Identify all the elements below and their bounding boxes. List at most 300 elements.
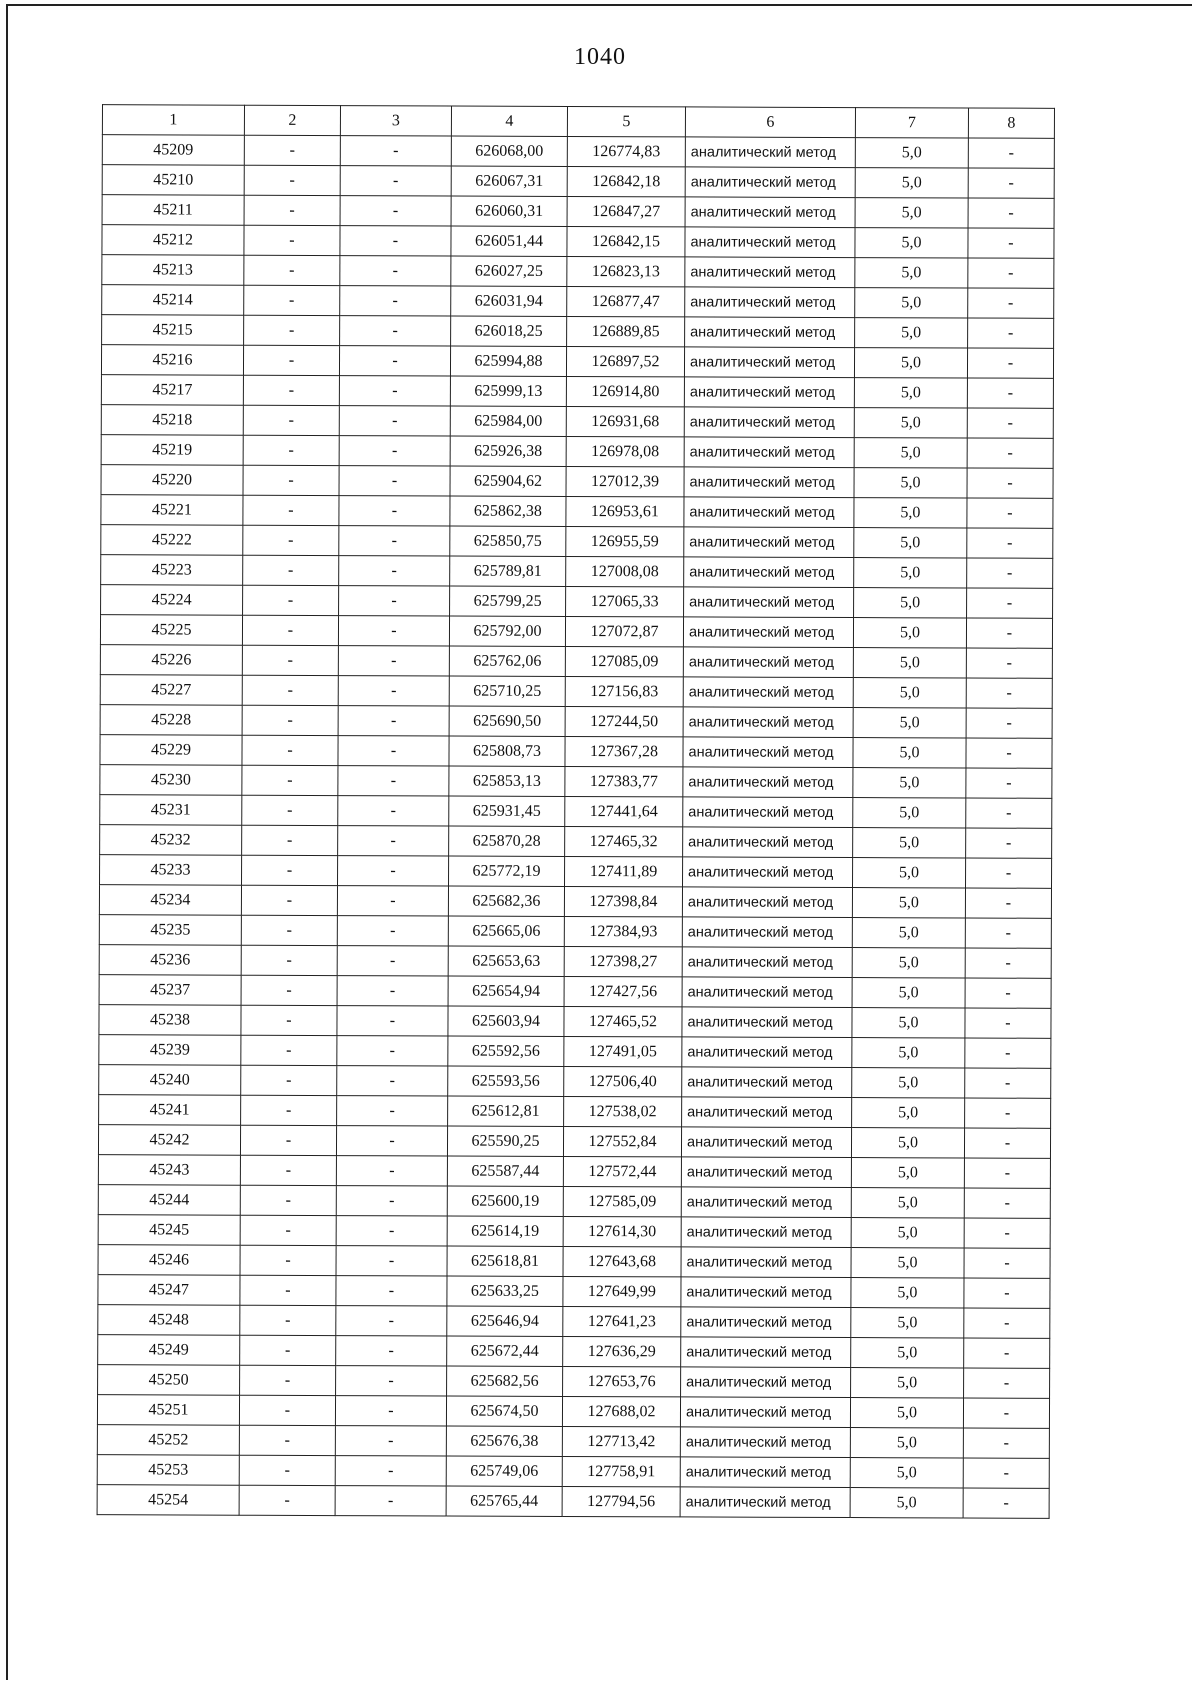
table-cell-col8: -: [964, 1218, 1050, 1248]
table-cell-col2: -: [241, 1035, 337, 1065]
header-row: [102, 105, 1054, 139]
column-header-7: 7: [855, 108, 968, 138]
table-row: [102, 135, 1054, 169]
table-cell-col4: 625592,56: [448, 1036, 564, 1066]
table-cell-col1: 45214: [102, 285, 244, 316]
table-cell-col8: -: [964, 1278, 1050, 1308]
table-row: [97, 1485, 1049, 1519]
table-cell-col4: 625682,56: [447, 1366, 563, 1396]
table-row: [101, 525, 1053, 559]
table-cell-col6: аналитический метод: [685, 137, 855, 168]
table-cell-col5: 127641,23: [563, 1306, 681, 1336]
table-cell-col8: -: [964, 1368, 1050, 1398]
table-cell-col6: аналитический метод: [684, 377, 854, 408]
table-cell-col1: 45229: [100, 735, 242, 766]
table-cell-col3: -: [337, 946, 448, 976]
table-cell-col5: 127398,84: [564, 886, 682, 916]
table-cell-col7: 5,0: [851, 1368, 964, 1398]
table-cell-col4: 626027,25: [451, 256, 567, 286]
column-header-2: 2: [244, 105, 340, 135]
table-cell-col3: -: [337, 1096, 448, 1126]
table-cell-col7: 5,0: [852, 978, 965, 1008]
column-header-4: 4: [451, 106, 567, 136]
table-cell-col7: 5,0: [854, 348, 967, 378]
table-cell-col1: 45238: [99, 1005, 241, 1036]
table-cell-col5: 127008,08: [566, 556, 684, 586]
table-cell-col1: 45217: [101, 375, 243, 406]
table-cell-col5: 127072,87: [565, 616, 683, 646]
page-number: 1040: [574, 44, 626, 70]
table-cell-col2: -: [244, 225, 340, 255]
table-cell-col6: аналитический метод: [683, 677, 853, 708]
table-cell-col7: 5,0: [854, 438, 967, 468]
table-cell-col3: -: [336, 1156, 447, 1186]
table-cell-col4: 626067,31: [451, 166, 567, 196]
table-cell-col4: 625654,94: [448, 976, 564, 1006]
table-row: [99, 1035, 1051, 1069]
table-cell-col4: 625612,81: [448, 1096, 564, 1126]
table-cell-col8: -: [968, 168, 1054, 198]
table-cell-col3: -: [337, 1066, 448, 1096]
table-cell-col8: -: [968, 288, 1054, 318]
table-cell-col8: -: [966, 738, 1052, 768]
table-row: [98, 1215, 1050, 1249]
table-cell-col5: 127713,42: [562, 1426, 680, 1456]
table-cell-col4: 625614,19: [447, 1216, 563, 1246]
table-cell-col3: -: [337, 1036, 448, 1066]
table-cell-col7: 5,0: [855, 318, 968, 348]
table-cell-col7: 5,0: [853, 678, 966, 708]
table-row: [99, 1065, 1051, 1099]
table-cell-col4: 625808,73: [449, 736, 565, 766]
table-cell-col5: 127465,32: [565, 826, 683, 856]
table-cell-col4: 625672,44: [447, 1336, 563, 1366]
table-cell-col3: -: [339, 556, 450, 586]
table-row: [101, 465, 1053, 499]
table-row: [99, 975, 1051, 1009]
table-cell-col3: -: [339, 496, 450, 526]
table-cell-col3: -: [336, 1186, 447, 1216]
table-cell-col8: -: [966, 648, 1052, 678]
table-cell-col5: 126842,15: [567, 226, 685, 256]
table-cell-col7: 5,0: [851, 1248, 964, 1278]
table-cell-col8: -: [966, 768, 1052, 798]
table-cell-col6: аналитический метод: [681, 1187, 851, 1218]
table-cell-col3: -: [336, 1306, 447, 1336]
table-cell-col6: аналитический метод: [684, 347, 854, 378]
table-cell-col8: -: [968, 228, 1054, 258]
table-cell-col7: 5,0: [852, 1068, 965, 1098]
table-cell-col4: 625994,88: [450, 346, 566, 376]
table-cell-col8: -: [963, 1398, 1049, 1428]
table-cell-col3: -: [339, 346, 450, 376]
table-cell-col4: 626051,44: [451, 226, 567, 256]
table-cell-col8: -: [965, 918, 1051, 948]
table-cell-col3: -: [335, 1456, 446, 1486]
table-cell-col1: 45210: [102, 165, 244, 196]
table-cell-col6: аналитический метод: [681, 1367, 851, 1398]
table-cell-col6: аналитический метод: [685, 197, 855, 228]
table-cell-col4: 626060,31: [451, 196, 567, 226]
table-cell-col2: -: [241, 945, 337, 975]
table-cell-col3: -: [339, 586, 450, 616]
column-header-1: 1: [102, 105, 244, 136]
table-cell-col3: -: [335, 1426, 446, 1456]
table-cell-col7: 5,0: [855, 228, 968, 258]
table-cell-col7: 5,0: [852, 1098, 965, 1128]
table-cell-col4: 625600,19: [447, 1186, 563, 1216]
table-cell-col2: -: [239, 1425, 335, 1455]
table-cell-col4: 625587,44: [447, 1156, 563, 1186]
table-cell-col1: 45213: [102, 255, 244, 286]
table-cell-col1: 45231: [100, 795, 242, 826]
table-cell-col8: -: [964, 1158, 1050, 1188]
table-cell-col3: -: [337, 886, 448, 916]
table-cell-col6: аналитический метод: [681, 1247, 851, 1278]
table-cell-col3: -: [340, 226, 451, 256]
table-cell-col4: 625931,45: [449, 796, 565, 826]
table-cell-col2: -: [243, 435, 339, 465]
table-cell-col8: -: [967, 438, 1053, 468]
table-cell-col5: 127506,40: [564, 1066, 682, 1096]
table-cell-col7: 5,0: [852, 1008, 965, 1038]
table-cell-col1: 45228: [100, 705, 242, 736]
table-row: [101, 405, 1053, 439]
table-cell-col8: -: [965, 1008, 1051, 1038]
table-cell-col3: -: [339, 526, 450, 556]
table-cell-col3: -: [338, 646, 449, 676]
table-row: [101, 345, 1053, 379]
table-cell-col5: 127614,30: [563, 1216, 681, 1246]
table-cell-col1: 45253: [97, 1455, 239, 1486]
table-header: [102, 105, 1054, 139]
table-cell-col2: -: [242, 675, 338, 705]
table-cell-col6: аналитический метод: [682, 1067, 852, 1098]
table-cell-col4: 625676,38: [446, 1426, 562, 1456]
table-cell-col5: 127383,77: [565, 766, 683, 796]
table-body: [97, 135, 1054, 1519]
table-cell-col4: 625690,50: [449, 706, 565, 736]
table-cell-col3: -: [340, 316, 451, 346]
table-cell-col6: аналитический метод: [681, 1307, 851, 1338]
table-cell-col7: 5,0: [853, 618, 966, 648]
table-cell-col8: -: [965, 978, 1051, 1008]
table-row: [102, 315, 1054, 349]
table-cell-col2: -: [240, 1335, 336, 1365]
table-cell-col5: 126897,52: [566, 346, 684, 376]
table-cell-col7: 5,0: [855, 138, 968, 168]
table-cell-col7: 5,0: [854, 558, 967, 588]
table-cell-col2: -: [244, 285, 340, 315]
table-cell-col7: 5,0: [853, 768, 966, 798]
table-cell-col3: -: [337, 976, 448, 1006]
table-cell-col8: -: [966, 828, 1052, 858]
table-cell-col1: 45234: [99, 885, 241, 916]
table-cell-col1: 45223: [101, 555, 243, 586]
table-cell-col4: 625633,25: [447, 1276, 563, 1306]
table-cell-col7: 5,0: [851, 1128, 964, 1158]
table-cell-col7: 5,0: [851, 1278, 964, 1308]
table-cell-col4: 625789,81: [450, 556, 566, 586]
table-cell-col5: 127491,05: [564, 1036, 682, 1066]
table-cell-col1: 45232: [100, 825, 242, 856]
table-cell-col6: аналитический метод: [684, 557, 854, 588]
table-cell-col5: 127065,33: [566, 586, 684, 616]
table-cell-col2: -: [244, 135, 340, 165]
table-cell-col5: 127758,91: [562, 1456, 680, 1486]
table-cell-col5: 127367,28: [565, 736, 683, 766]
table-cell-col3: -: [335, 1486, 446, 1516]
table-row: [98, 1305, 1050, 1339]
table-cell-col5: 127384,93: [564, 916, 682, 946]
table-cell-col4: 625870,28: [449, 826, 565, 856]
table-row: [98, 1335, 1050, 1369]
table-cell-col7: 5,0: [851, 1188, 964, 1218]
table-cell-col4: 626018,25: [451, 316, 567, 346]
column-header-3: 3: [340, 106, 451, 136]
table-row: [97, 1455, 1049, 1489]
table-cell-col8: -: [966, 678, 1052, 708]
table-cell-col1: 45245: [98, 1215, 240, 1246]
table-row: [99, 1095, 1051, 1129]
table-cell-col5: 126877,47: [567, 286, 685, 316]
table-cell-col2: -: [243, 585, 339, 615]
table-cell-col3: -: [336, 1366, 447, 1396]
table-cell-col2: -: [242, 855, 338, 885]
table-cell-col8: -: [964, 1128, 1050, 1158]
table-cell-col1: 45252: [97, 1425, 239, 1456]
table-cell-col5: 127156,83: [565, 676, 683, 706]
table-cell-col4: 625999,13: [450, 376, 566, 406]
table-cell-col1: 45230: [100, 765, 242, 796]
table-cell-col6: аналитический метод: [684, 527, 854, 558]
table-cell-col2: -: [240, 1305, 336, 1335]
table-cell-col7: 5,0: [853, 798, 966, 828]
table-cell-col7: 5,0: [853, 648, 966, 678]
table-row: [102, 225, 1054, 259]
table-cell-col6: аналитический метод: [684, 407, 854, 438]
table-cell-col7: 5,0: [852, 1038, 965, 1068]
table-cell-col3: -: [340, 166, 451, 196]
table-cell-col2: -: [241, 915, 337, 945]
table-cell-col2: -: [243, 405, 339, 435]
table-cell-col7: 5,0: [854, 528, 967, 558]
table-cell-col4: 625853,13: [449, 766, 565, 796]
table-cell-col1: 45248: [98, 1305, 240, 1336]
table-cell-col2: -: [241, 1005, 337, 1035]
table-cell-col6: аналитический метод: [680, 1457, 850, 1488]
coordinates-table: [97, 104, 1055, 1519]
table-cell-col1: 45209: [102, 135, 244, 166]
table-row: [100, 855, 1052, 889]
table-cell-col2: -: [242, 765, 338, 795]
table-cell-col7: 5,0: [851, 1158, 964, 1188]
table-row: [101, 585, 1053, 619]
table-cell-col3: -: [338, 796, 449, 826]
table-cell-col1: 45235: [99, 915, 241, 946]
table-row: [102, 285, 1054, 319]
table-cell-col2: -: [240, 1365, 336, 1395]
table-cell-col6: аналитический метод: [682, 1007, 852, 1038]
table-row: [101, 435, 1053, 469]
table-cell-col2: -: [242, 795, 338, 825]
table-cell-col6: аналитический метод: [683, 857, 853, 888]
table-row: [102, 255, 1054, 289]
table-cell-col7: 5,0: [850, 1428, 963, 1458]
table-cell-col1: 45243: [98, 1155, 240, 1186]
table-cell-col3: -: [339, 376, 450, 406]
table-cell-col1: 45233: [100, 855, 242, 886]
table-cell-col6: аналитический метод: [682, 1097, 852, 1128]
table-cell-col8: -: [964, 1248, 1050, 1278]
table-cell-col2: -: [240, 1155, 336, 1185]
table-cell-col6: аналитический метод: [682, 1037, 852, 1068]
table-cell-col6: аналитический метод: [683, 797, 853, 828]
table-cell-col1: 45241: [99, 1095, 241, 1126]
table-row: [100, 795, 1052, 829]
table-cell-col5: 127538,02: [564, 1096, 682, 1126]
table-cell-col8: -: [965, 948, 1051, 978]
table-cell-col1: 45220: [101, 465, 243, 496]
table-cell-col4: 625765,44: [446, 1486, 562, 1516]
table-cell-col5: 126847,27: [567, 196, 685, 226]
table-cell-col8: -: [966, 708, 1052, 738]
table-cell-col4: 626031,94: [451, 286, 567, 316]
table-cell-col2: -: [239, 1455, 335, 1485]
table-cell-col3: -: [339, 436, 450, 466]
table-cell-col3: -: [336, 1216, 447, 1246]
table-cell-col2: -: [240, 1185, 336, 1215]
table-cell-col7: 5,0: [851, 1338, 964, 1368]
table-cell-col8: -: [968, 258, 1054, 288]
table-cell-col2: -: [240, 1215, 336, 1245]
table-cell-col5: 127085,09: [565, 646, 683, 676]
table-cell-col4: 625682,36: [448, 886, 564, 916]
table-cell-col2: -: [240, 1245, 336, 1275]
table-cell-col1: 45254: [97, 1485, 239, 1516]
table-cell-col5: 127427,56: [564, 976, 682, 1006]
table-row: [100, 645, 1052, 679]
table-row: [101, 495, 1053, 529]
table-cell-col1: 45239: [99, 1035, 241, 1066]
table-cell-col6: аналитический метод: [681, 1157, 851, 1188]
table-cell-col5: 127244,50: [565, 706, 683, 736]
table-cell-col6: аналитический метод: [685, 227, 855, 258]
table-row: [99, 945, 1051, 979]
table-cell-col6: аналитический метод: [681, 1127, 851, 1158]
table-cell-col4: 625984,00: [450, 406, 566, 436]
table-cell-col8: -: [965, 888, 1051, 918]
table-cell-col2: -: [240, 1275, 336, 1305]
table-cell-col5: 127465,52: [564, 1006, 682, 1036]
table-cell-col5: 127688,02: [562, 1396, 680, 1426]
table-row: [98, 1185, 1050, 1219]
table-row: [98, 1155, 1050, 1189]
table-cell-col1: 45246: [98, 1245, 240, 1276]
table-cell-col1: 45242: [98, 1125, 240, 1156]
table-cell-col7: 5,0: [850, 1488, 963, 1518]
table-cell-col5: 126978,08: [566, 436, 684, 466]
table-cell-col6: аналитический метод: [683, 617, 853, 648]
table-row: [100, 825, 1052, 859]
table-cell-col5: 126842,18: [567, 166, 685, 196]
table-cell-col7: 5,0: [853, 738, 966, 768]
table-cell-col5: 127398,27: [564, 946, 682, 976]
table-cell-col7: 5,0: [852, 888, 965, 918]
table-row: [99, 885, 1051, 919]
table-cell-col3: -: [339, 406, 450, 436]
table-row: [101, 375, 1053, 409]
table-row: [98, 1365, 1050, 1399]
table-cell-col2: -: [242, 825, 338, 855]
table-row: [97, 1395, 1049, 1429]
table-cell-col2: -: [244, 315, 340, 345]
table-cell-col2: -: [244, 165, 340, 195]
table-cell-col6: аналитический метод: [682, 917, 852, 948]
table-cell-col8: -: [967, 378, 1053, 408]
table-cell-col2: -: [244, 255, 340, 285]
table-cell-col5: 126823,13: [567, 256, 685, 286]
table-cell-col1: 45219: [101, 435, 243, 466]
table-cell-col6: аналитический метод: [682, 947, 852, 978]
table-cell-col3: -: [340, 256, 451, 286]
table-cell-col8: -: [968, 198, 1054, 228]
table-cell-col5: 126931,68: [566, 406, 684, 436]
table-cell-col2: -: [244, 195, 340, 225]
table-cell-col1: 45221: [101, 495, 243, 526]
table-row: [98, 1125, 1050, 1159]
table-cell-col8: -: [963, 1488, 1049, 1518]
table-cell-col7: 5,0: [853, 828, 966, 858]
table-cell-col1: 45240: [99, 1065, 241, 1096]
table-cell-col3: -: [336, 1246, 447, 1276]
table-cell-col7: 5,0: [852, 918, 965, 948]
table-cell-col1: 45212: [102, 225, 244, 256]
table-cell-col1: 45247: [98, 1275, 240, 1306]
table-cell-col6: аналитический метод: [680, 1487, 850, 1518]
table-row: [102, 165, 1054, 199]
table-cell-col5: 127012,39: [566, 466, 684, 496]
column-header-8: 8: [968, 108, 1054, 138]
table-cell-col6: аналитический метод: [684, 437, 854, 468]
table-cell-col7: 5,0: [854, 498, 967, 528]
table-cell-col7: 5,0: [852, 948, 965, 978]
table-cell-col3: -: [336, 1276, 447, 1306]
table-cell-col2: -: [242, 645, 338, 675]
table-cell-col7: 5,0: [855, 258, 968, 288]
table-row: [102, 195, 1054, 229]
table-cell-col5: 127643,68: [563, 1246, 681, 1276]
table-row: [98, 1275, 1050, 1309]
column-header-5: 5: [567, 106, 685, 136]
table-cell-col2: -: [243, 525, 339, 555]
table-cell-col3: -: [340, 286, 451, 316]
table-cell-col6: аналитический метод: [681, 1337, 851, 1368]
table-cell-col4: 625653,63: [448, 946, 564, 976]
table-row: [101, 555, 1053, 589]
table-cell-col2: -: [243, 345, 339, 375]
table-cell-col5: 127585,09: [563, 1186, 681, 1216]
table-cell-col1: 45215: [102, 315, 244, 346]
table-cell-col1: 45225: [100, 615, 242, 646]
table-cell-col2: -: [241, 885, 337, 915]
table-cell-col3: -: [338, 736, 449, 766]
table-cell-col3: -: [340, 196, 451, 226]
table-cell-col6: аналитический метод: [683, 827, 853, 858]
table-cell-col6: аналитический метод: [681, 1217, 851, 1248]
table-cell-col2: -: [242, 735, 338, 765]
table-cell-col6: аналитический метод: [685, 317, 855, 348]
